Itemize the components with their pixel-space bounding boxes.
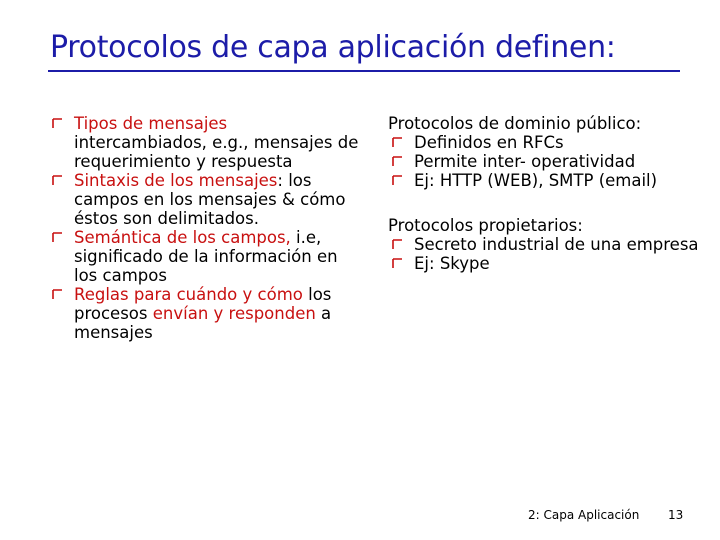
list-item: [388, 152, 718, 171]
semantics-desc: i.e, significado de la información en los campos: [74, 228, 338, 285]
syntax-term: Sintaxis de los mensajes: [74, 171, 278, 190]
checkbox-bullet-icon: [52, 232, 63, 242]
rules-text-1: los procesos: [74, 285, 332, 323]
proprietary-protocols-list: [388, 235, 718, 273]
rules-term-2: envían y responden: [152, 304, 316, 323]
checkbox-bullet-icon: [392, 239, 403, 249]
section-spacer: [388, 190, 718, 216]
left-column: [48, 114, 363, 342]
rules-term: Reglas para cuándo y cómo: [74, 285, 303, 304]
list-item-text: Ej: Skype: [414, 254, 490, 273]
slide-title: Protocolos de capa aplicación definen:: [50, 30, 616, 65]
list-item: [388, 133, 718, 152]
checkbox-bullet-icon: [392, 175, 403, 185]
list-item: [388, 171, 718, 190]
checkbox-bullet-icon: [392, 258, 403, 268]
proprietary-protocols-heading: Protocolos propietarios:: [388, 216, 583, 235]
list-item-rules: [48, 285, 363, 342]
message-types-term: Tipos de mensajes: [74, 114, 228, 133]
checkbox-bullet-icon: [52, 118, 63, 128]
checkbox-bullet-icon: [392, 156, 403, 166]
footer-chapter-label: 2: Capa Aplicación: [528, 508, 640, 522]
list-item: [388, 254, 718, 273]
list-item-text: Permite inter- operatividad: [414, 152, 636, 171]
list-item-text: Definidos en RFCs: [414, 133, 564, 152]
checkbox-bullet-icon: [392, 137, 403, 147]
semantics-term: Semántica de los campos,: [74, 228, 291, 247]
right-column: [388, 114, 718, 273]
list-item-syntax: [48, 171, 363, 228]
syntax-desc: : los campos en los mensajes & cómo éstos son delimitados.: [74, 171, 346, 228]
message-types-desc: intercambiados, e.g., mensajes de requerimiento y respuesta: [74, 133, 359, 171]
checkbox-bullet-icon: [52, 289, 63, 299]
checkbox-bullet-icon: [52, 175, 63, 185]
list-item: [388, 235, 718, 254]
public-protocols-list: [388, 133, 718, 190]
page-number: 13: [668, 508, 684, 522]
list-item-message-types: [48, 114, 363, 171]
public-protocols-heading: Protocolos de dominio público:: [388, 114, 642, 133]
list-item-text: Secreto industrial de una empresa: [414, 235, 699, 254]
title-underline: [48, 70, 680, 72]
list-item-semantics: [48, 228, 363, 285]
rules-text-2: a mensajes: [74, 304, 332, 342]
list-item-text: Ej: HTTP (WEB), SMTP (email): [414, 171, 658, 190]
